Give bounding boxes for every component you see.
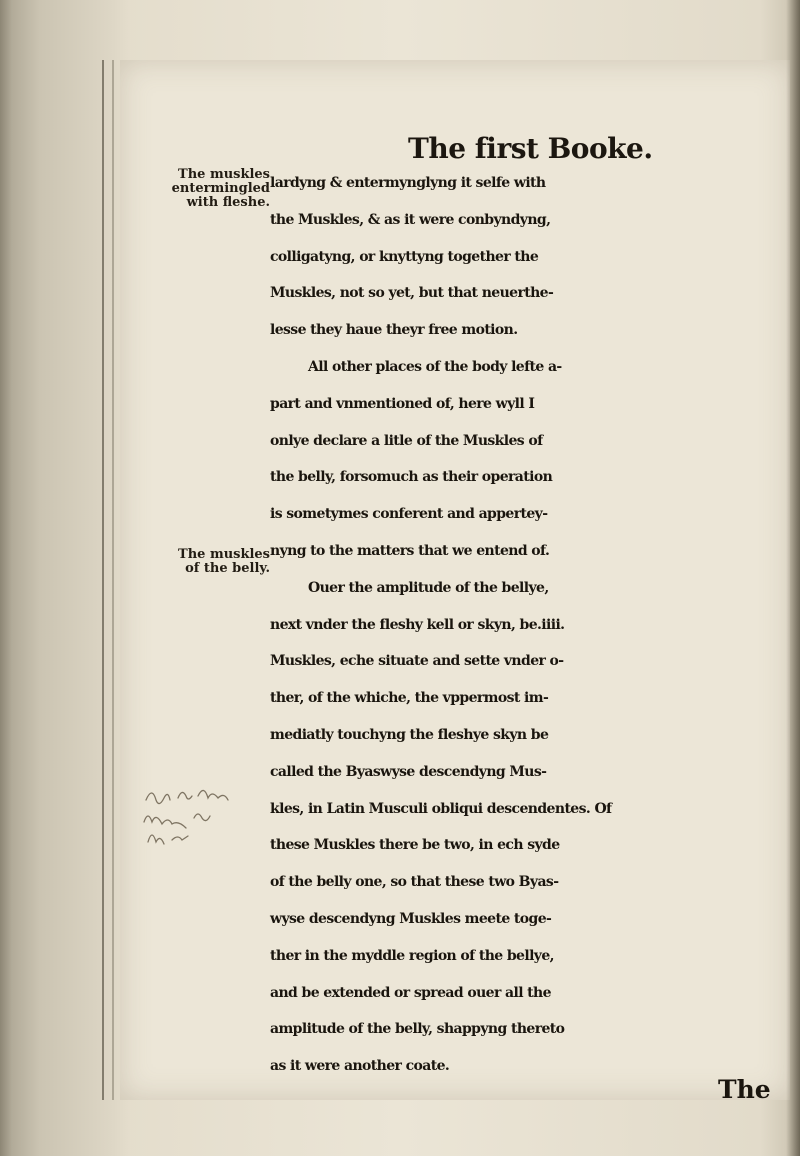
text-line: the belly, forsomuch as their operation <box>270 469 553 486</box>
text-line: Muskles, not so yet, but that neuerthe- <box>270 285 554 302</box>
text-line: ther in the myddle region of the bellye, <box>270 947 554 964</box>
running-head: The first Booke. <box>408 132 653 165</box>
text-line: nyng to the matters that we entend of. <box>270 542 550 559</box>
text-line: ther, of the whiche, the vppermost im- <box>270 690 549 707</box>
side-note-line: of the belly. <box>185 561 270 576</box>
text-line: next vnder the fleshy kell or skyn, be.iiii. <box>270 616 565 633</box>
text-line: lardyng & entermynglyng it selfe with <box>270 175 546 191</box>
text-line: kles, in Latin Musculi obliqui descendentes. Of <box>270 800 612 817</box>
text-line: Ouer the amplitude of the bellye, <box>308 579 549 596</box>
text-line: part and vnmentioned of, here wyll I <box>270 395 535 412</box>
book-gutter <box>0 0 130 1156</box>
text-line: mediatly touchyng the fleshye skyn be <box>270 726 549 743</box>
text-line: onlye declare a litle of the Muskles of <box>270 432 543 449</box>
text-line: Muskles, eche situate and sette vnder o- <box>270 653 564 670</box>
text-line: these Muskles there be two, in ech syde <box>270 837 560 854</box>
text-line: All other places of the body lefte a- <box>308 358 562 375</box>
text-line: wyse descendyng Muskles meete toge- <box>270 910 552 927</box>
text-line: the Muskles, & as it were conbyndyng, <box>270 211 551 228</box>
text-line: colligatyng, or knyttyng together the <box>270 248 539 265</box>
text-line: is sometymes conferent and appertey- <box>270 506 548 523</box>
side-note-muskles-belly <box>150 548 270 576</box>
gutter-rule <box>102 60 104 1100</box>
side-note-line: The muskles <box>178 547 270 562</box>
side-note-muskles-entermingled <box>150 168 270 210</box>
text-line: of the belly one, so that these two Byas- <box>270 874 559 891</box>
text-line: lesse they haue theyr free motion. <box>270 322 518 339</box>
gutter-rule <box>112 60 114 1100</box>
catchword: The <box>718 1075 771 1104</box>
text-line: amplitude of the belly, shappyng thereto <box>270 1021 565 1038</box>
text-line: called the Byaswyse descendyng Mus- <box>270 763 547 780</box>
text-line: as it were another coate. <box>270 1058 450 1075</box>
text-line: and be extended or spread ouer all the <box>270 984 551 1001</box>
side-note-line: with fleshe. <box>186 195 270 210</box>
side-note-line: entermingled <box>171 181 270 196</box>
body-text <box>270 165 795 1085</box>
handwritten-marginalia <box>138 778 258 858</box>
side-note-line: The muskles <box>178 167 270 182</box>
